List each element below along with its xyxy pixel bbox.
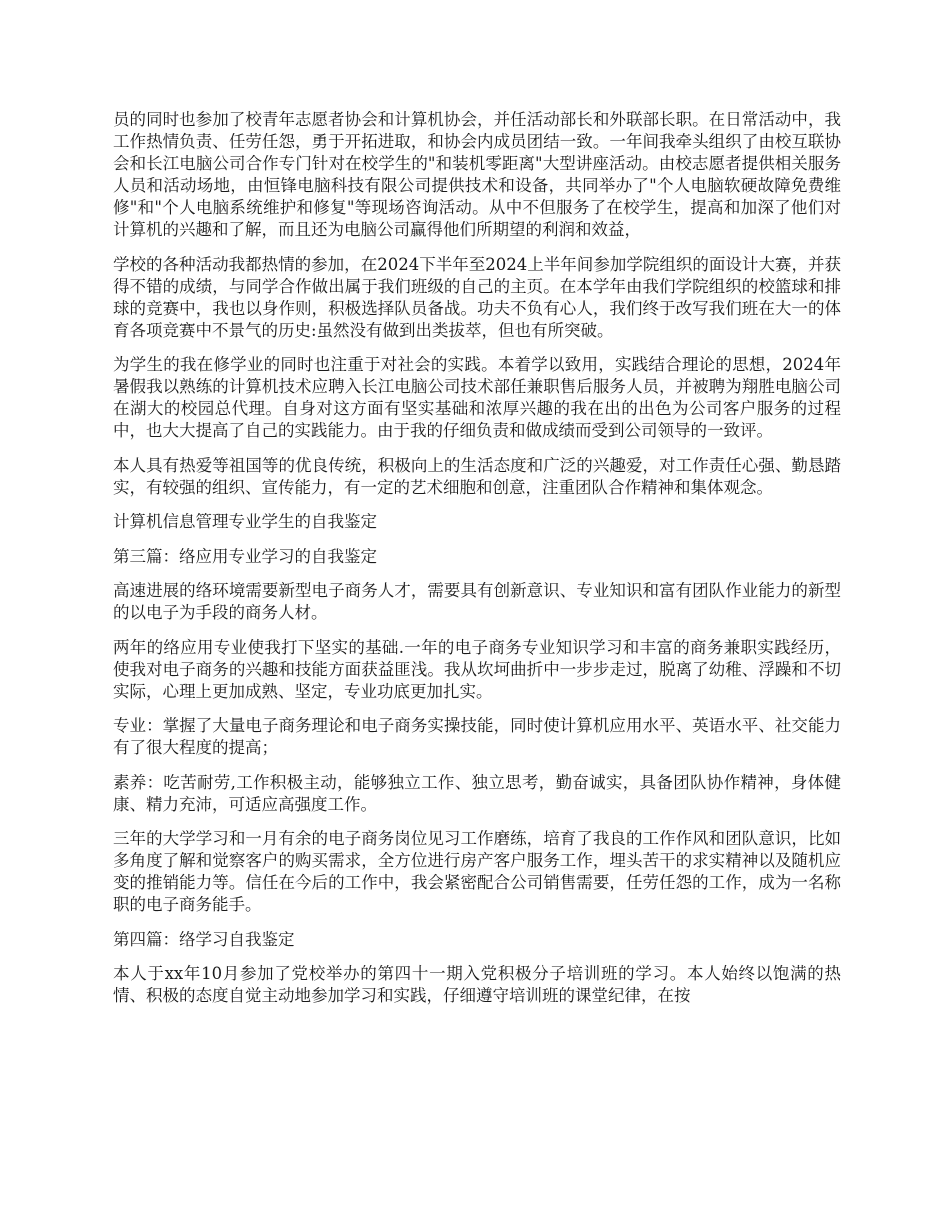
heading-cs-self-assessment: 计算机信息管理专业学生的自我鉴定 — [113, 512, 377, 531]
paragraph-ecommerce-talent: 高速进展的络环境需要新型电子商务人才，需要具有创新意识、专业知识和富有团队作业能力的新型的以电子为手段的商务人材。 — [113, 581, 841, 622]
paragraph-three-years: 三年的大学学习和一月有余的电子商务岗位见习工作磨练，培育了我良的工作作风和团队意识，比如多角度了解和觉察客户的购买需求，全方位进行房产客户服务工作，埋头苦干的求实精神以及随机应变的推销能力等。信任在今后的工作中，我会紧密配合公司销售需要，任劳任怨的工作，成为一名称职的电子商务能手。 — [113, 829, 841, 914]
heading-part-three: 第三篇：络应用专业学习的自我鉴定 — [113, 546, 377, 566]
paragraph-two-years-study: 两年的络应用专业使我打下坚实的基础.一年的电子商务专业知识学习和丰富的商务兼职实践经历，使我对电子商务的兴趣和技能方面获益匪浅。我从坎坷曲折中一步步走过，脱离了幼稚、浮躁和不切实际，心理上更加成熟、坚定，专业功底更加扎实。 — [113, 637, 841, 701]
document-page — [113, 109, 841, 1020]
paragraph-social-practice: 为学生的我在修学业的同时也注重于对社会的实践。本着学以致用，实践结合理论的思想，2024年暑假我以熟练的计算机技术应聘入长江电脑公司技术部任兼职售后服务人员，并被聘为翔胜电脑公司在湖大的校园总代理。自身对这方面有坚实基础和浓厚兴趣的我在出的出色为公司客户服务的过程中，也大大提高了自己的实践能力。由于我的仔细负责和做成绩而受到公司领导的一致评。 — [113, 355, 841, 440]
heading-part-four: 第四篇：络学习自我鉴定 — [113, 929, 295, 949]
paragraph-party-training: 本人于xx年10月参加了党校举办的第四十一期入党积极分子培训班的学习。本人始终以饱满的热情、积极的态度自觉主动地参加学习和实践，仔细遵守培训班的课堂纪律，在按 — [113, 964, 841, 1005]
paragraph-qualities: 素养：吃苦耐劳,工作积极主动，能够独立工作、独立思考，勤奋诚实，具备团队协作精神，身体健康、精力充沛，可适应高强度工作。 — [113, 772, 841, 814]
paragraph-professional: 专业：掌握了大量电子商务理论和电子商务实操技能，同时使计算机应用水平、英语水平、社交能力有了很大程度的提高； — [113, 716, 841, 757]
paragraph-activities-intro: 员的同时也参加了校青年志愿者协会和计算机协会，并任活动部长和外联部长职。在日常活动中，我工作热情负责、任劳任怨，勇于开拓进取，和协会内成员团结一致。一年间我牵头组织了由校互联协会和长江电脑公司合作专门针对在校学生的"和装机零距离"大型讲座活动。由校志愿者提供相关服务人员和活动场地，由恒锋电脑科技有限公司提供技术和设备，共同举办了"个人电脑软硬故障免费维修"和"个人电脑系统维护和修复"等现场咨询活动。从中不但服务了在校学生，提高和加深了他们对计算机的兴趣和了解，而且还为电脑公司赢得他们所期望的利润和效益， — [113, 110, 841, 239]
paragraph-personal-qualities: 本人具有热爱等祖国等的优良传统，积极向上的生活态度和广泛的兴趣爱，对工作责任心强、勤恳踏实，有较强的组织、宣传能力，有一定的艺术细胞和创意，注重团队合作精神和集体观念。 — [113, 455, 841, 497]
paragraph-school-activities: 学校的各种活动我都热情的参加，在2024下半年至2024上半年间参加学院组织的面设计大赛，并获得不错的成绩，与同学合作做出属于我们班级的自己的主页。在本学年由我们学院组织的校篮球和排球的竞赛中，我也以身作则，积极选择队员备战。功夫不负有心人，我们终于改写我们班在大一的体育各项竞赛中不景气的历史:虽然没有做到出类拔萃，但也有所突破。 — [113, 254, 841, 340]
